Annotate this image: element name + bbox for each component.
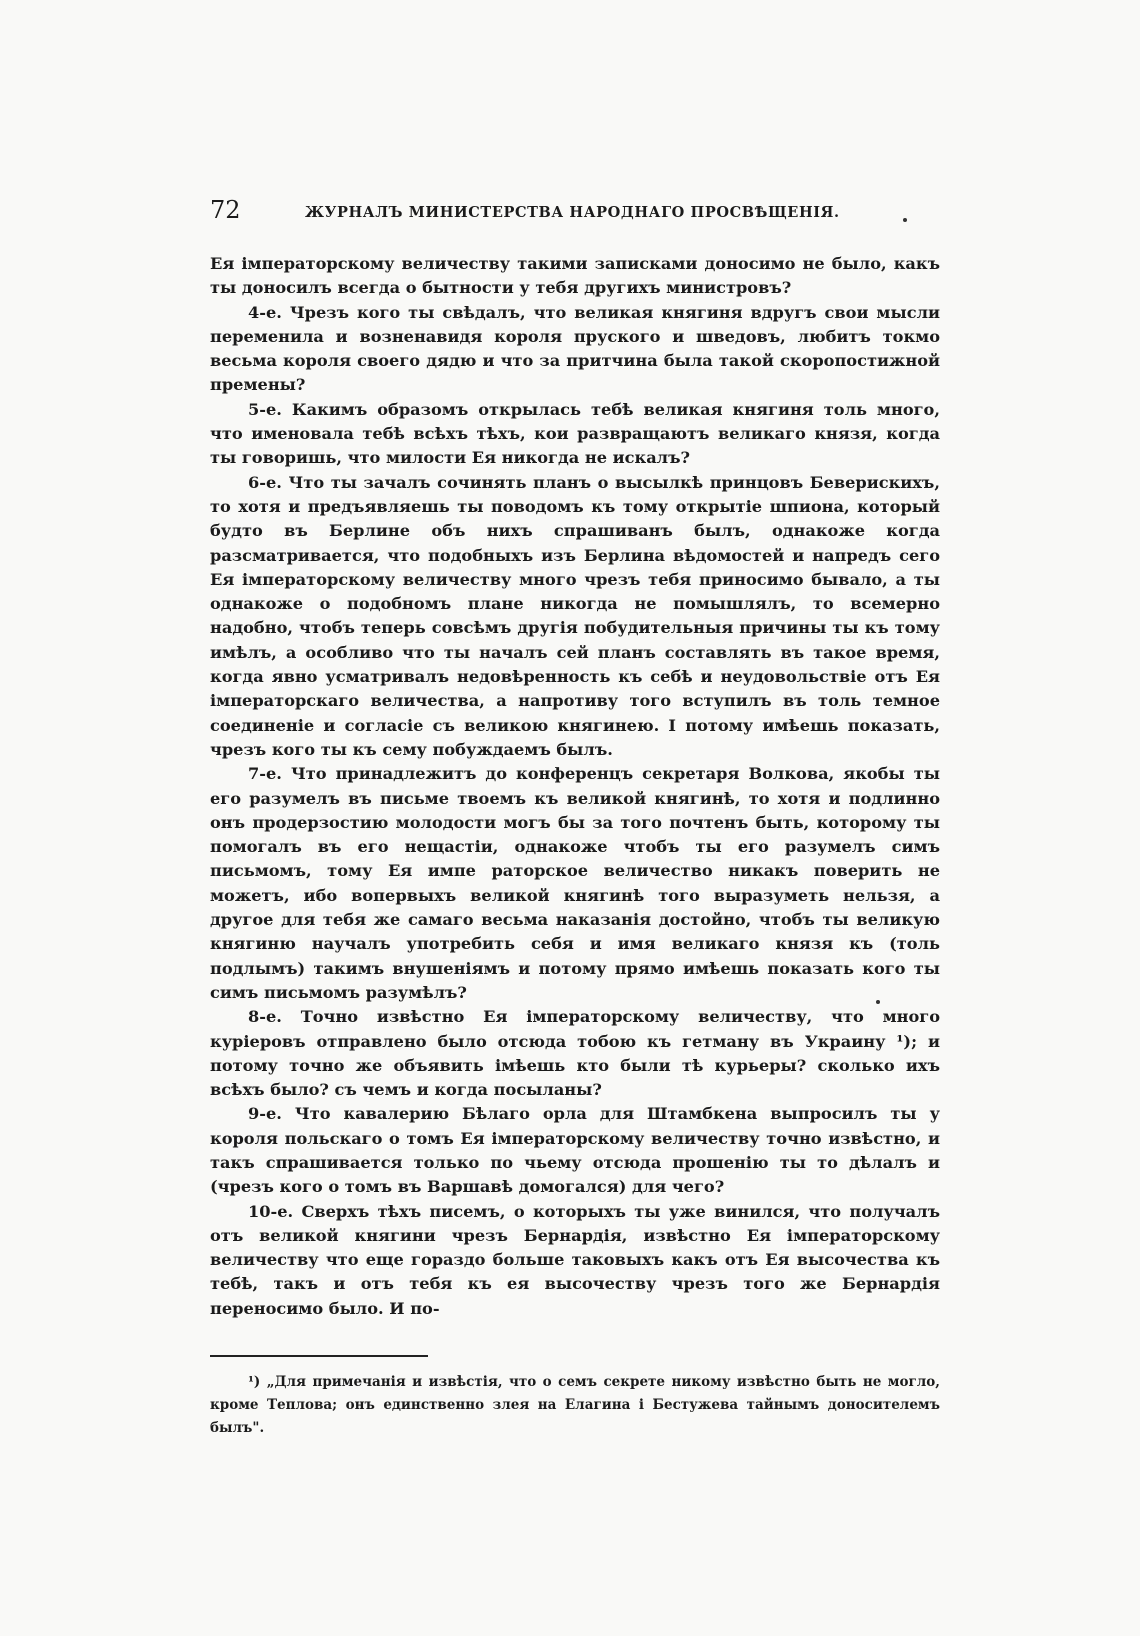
running-title: ЖУРНАЛЪ МИНИСТЕРСТВА НАРОДНАГО ПРОСВѢЩЕНІЯ. [305, 204, 840, 221]
paragraph-item-6: 6-е. Что ты зачалъ сочинять планъ о высылкѣ принцовъ Беверискихъ, то хотя и предъявляешь ты поводомъ къ тому открытіе шпиона, который будто въ Берлине объ нихъ спрашиванъ былъ, однакоже когда разсматривается, что подобныхъ изъ Берлина вѣдомостей и напредъ сего Ея імператорскому величеству много чрезъ тебя приносимо бывало, а ты однакоже о подобномъ плане никогда не помышлялъ, то всемерно надобно, чтобъ теперь совсѣмъ другія побудительныя причины ты къ тому имѣлъ, а особливо что ты началъ сей планъ составлять въ такое время, когда явно усматривалъ недовѣренность къ себѣ и неудовольствіе отъ Ея імператорскаго величества, а напротиву того вступилъ въ толь темное соединеніе и согласіе съ великою княгинею. І потому имѣешь показать, чрезъ кого ты къ сему побуждаемъ былъ. [210, 472, 940, 759]
body-text [210, 252, 940, 1321]
paragraph-item-9: 9-е. Что кавалерию Бѣлаго орла для Штамбкена выпросилъ ты у короля польскаго о томъ Ея імператорскому величеству точно извѣстно, и такъ спрашивается только по чьему отсюда прошенію ты то дѣлалъ и (чрезъ кого о томъ въ Варшавѣ домогался) для чего? [210, 1104, 940, 1197]
footnote-divider [210, 1355, 428, 1357]
paragraph-item-4: 4-е. Чрезъ кого ты свѣдалъ, что великая княгиня вдругъ свои мысли переменила и возненавидя короля пруского и шведовъ, любитъ токмо весьма короля своего дядю и что за притчина была такой скоропостижной премены? [210, 302, 940, 395]
paragraph-item-5: 5-е. Какимъ образомъ открылась тебѣ великая княгиня толь много, что именовала тебѣ всѣхъ тѣхъ, кои развращаютъ великаго князя, когда ты говоришь, что милости Ея никогда не искалъ? [210, 399, 940, 468]
page-number: 72 [210, 196, 241, 224]
paragraph-continuation: Ея імператорскому величеству такими записками доносимо не было, какъ ты доносилъ всегда о бытности у тебя другихъ министровъ? [210, 254, 940, 298]
paragraph-item-10: 10-е. Сверхъ тѣхъ писемъ, о которыхъ ты уже винился, что получалъ отъ великой княгини чрезъ Бернардія, извѣстно Ея імператорскому величеству что еще гораздо больше таковыхъ какъ отъ Ея высочества къ тебѣ, такъ и отъ тебя къ ея высочеству чрезъ того же Бернардія переносимо было. И по- [210, 1201, 940, 1318]
page-header [210, 196, 940, 236]
print-speck [903, 218, 907, 222]
paragraph-item-8: 8-е. Точно извѣстно Ея імператорскому величеству, что много куріеровъ отправлено было отсюда тобою къ гетману въ Украину ¹); и потому точно же объявить імѣешь кто были тѣ курьеры? сколько ихъ всѣхъ было? съ чемъ и когда посыланы? [210, 1007, 940, 1100]
book-page [210, 196, 940, 1440]
paragraph-item-7: 7-е. Что принадлежитъ до конференцъ секретаря Волкова, якобы ты его разумелъ въ письме твоемъ къ великой княгинѣ, то хотя и подлинно онъ продерзостию молодости могъ бы за того почтенъ быть, которому ты помогалъ въ его нещастіи, однакоже чтобъ ты его разумелъ симъ письмомъ, тому Ея импе раторское величество никакъ поверить не можетъ, ибо вопервыхъ великой княгинѣ того выразуметь нельзя, а другое для тебя же самаго весьма наказанія достойно, чтобъ ты великую княгиню научалъ употребить себя и имя великаго князя къ (толь подлымъ) такимъ внушеніямъ и потому прямо имѣешь показать кого ты симъ письмомъ разумѣлъ? [210, 764, 940, 1002]
footnote: ¹) „Для примечанія и извѣстія, что о семъ секрете никому извѣстно быть не могло, кроме Теплова; онъ единственно злея на Елагина і Бестужева тайнымъ доносителемъ былъ". [210, 1374, 940, 1437]
print-speck [876, 1000, 880, 1004]
